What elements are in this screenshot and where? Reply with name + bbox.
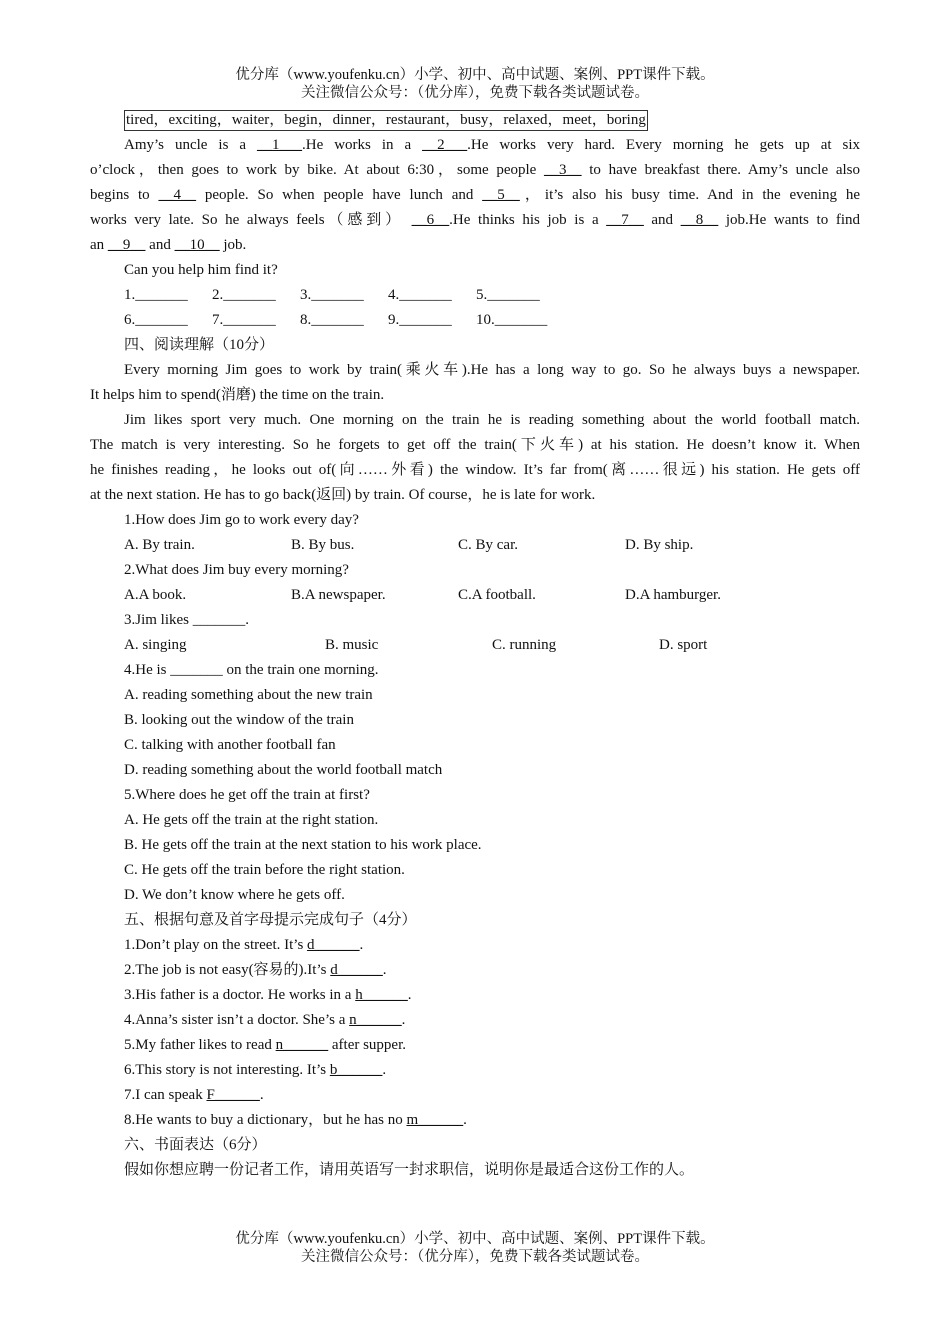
- answer-slot: 9._______: [388, 312, 452, 328]
- cloze-line-5: an __9__ and __10__ job.: [90, 237, 247, 253]
- passage-line: he finishes reading，he looks out of(向……外看) the window. It’s far from(离……很远) his station. He gets off: [90, 462, 860, 478]
- header-line-1: 优分库（www.youfenku.cn）小学、初中、高中试题、案例、PPT课件下载。: [235, 67, 715, 83]
- question-4: 4.He is _______ on the train one morning.: [124, 662, 379, 678]
- passage-line: It helps him to spend(消磨) the time on the train.: [90, 387, 385, 403]
- fill-blank: d______: [307, 937, 360, 953]
- question-1: 1.How does Jim go to work every day?: [124, 512, 359, 528]
- answer-slot: 7._______: [212, 312, 276, 328]
- option: A. He gets off the train at the right station.: [124, 812, 379, 828]
- answer-slot: 5._______: [476, 287, 540, 303]
- cloze-blank-2: __2___: [422, 137, 468, 153]
- cloze-line-1: Amy’s uncle is a __1___.He works in a __2___.He works very hard. Every morning he gets up at six: [124, 137, 861, 153]
- option: D. We don’t know where he gets off.: [124, 887, 345, 903]
- option: A. reading something about the new train: [124, 687, 373, 703]
- answer-slot: 10._______: [476, 312, 548, 328]
- option: D. By ship.: [625, 537, 694, 553]
- cloze-blank-1: __1___: [257, 137, 303, 153]
- question-1-options: [90, 533, 860, 558]
- cloze-blank-6: __6__: [411, 212, 450, 228]
- fill-blank: b______: [329, 1062, 383, 1078]
- fill-blank: d______: [330, 962, 383, 978]
- section-6-title: 六、书面表达（6分）: [124, 1137, 267, 1153]
- option: C.A football.: [458, 587, 536, 603]
- passage-line: Every morning Jim goes to work by train(乘火车).He has a long way to go. So he always buys a newspaper.: [124, 362, 860, 378]
- cloze-blank-3: __3__: [544, 162, 582, 178]
- footer-line-2: 关注微信公众号：（优分库），免费下载各类试题试卷。: [301, 1249, 649, 1265]
- option: C. By car.: [458, 537, 518, 553]
- question-2: 2.What does Jim buy every morning?: [124, 562, 349, 578]
- option: A. By train.: [124, 537, 195, 553]
- writing-prompt: 假如你想应聘一份记者工作，请用英语写一封求职信，说明你是最适合这份工作的人。: [124, 1162, 695, 1178]
- sentence-item: 1.Don’t play on the street. It’s d______.: [124, 937, 364, 953]
- footer-line-1: 优分库（www.youfenku.cn）小学、初中、高中试题、案例、PPT课件下载。: [235, 1231, 715, 1247]
- cloze-line-4: works very late. So he always feels（感到） __6__.He thinks his job is a __7__ and __8__ job.He wants to find: [90, 212, 861, 228]
- option: D. reading something about the world football match: [124, 762, 443, 778]
- passage-line: at the next station. He has to go back(返回) by train. Of course，he is late for work.: [90, 487, 596, 503]
- option: C. He gets off the train before the right station.: [124, 862, 405, 878]
- page-footer: [0, 1230, 950, 1266]
- answer-slot: 3._______: [300, 287, 364, 303]
- answer-slot: 4._______: [388, 287, 452, 303]
- option: B. He gets off the train at the next station to his work place.: [124, 837, 482, 853]
- cloze-line-2: o’clock，then goes to work by bike. At about 6:30，some people __3__ to have breakfast there. Amy’s uncle also: [90, 162, 860, 178]
- fill-blank: m______: [406, 1112, 464, 1128]
- option: B.A newspaper.: [291, 587, 386, 603]
- sentence-item: 2.The job is not easy(容易的).It’s d______.: [124, 962, 387, 978]
- fill-blank: n______: [275, 1037, 329, 1053]
- cloze-line-3: begins to __4__ people. So when people have lunch and __5__，it’s also his busy time. And in the evening he: [90, 187, 860, 203]
- fill-blank: F______: [206, 1087, 260, 1103]
- question-5: 5.Where does he get off the train at first?: [124, 787, 370, 803]
- word-bank-box: tired，exciting，waiter，begin，dinner，restaurant，busy，relaxed，meet，boring: [124, 110, 648, 131]
- answer-slot: 1._______: [124, 287, 188, 303]
- option: C. running: [492, 637, 557, 653]
- answer-row-2: [90, 308, 860, 333]
- cloze-blank-10: __10__: [174, 237, 220, 253]
- sentence-item: 6.This story is not interesting. It’s b______.: [124, 1062, 387, 1078]
- question-3: 3.Jim likes _______.: [124, 612, 250, 628]
- cloze-blank-9: __9__: [107, 237, 146, 253]
- sentence-item: 8.He wants to buy a dictionary，but he has no m______.: [124, 1112, 467, 1128]
- option: A.A book.: [124, 587, 187, 603]
- sentence-item: 3.His father is a doctor. He works in a h______.: [124, 987, 412, 1003]
- sentence-item: 5.My father likes to read n______ after supper.: [124, 1037, 407, 1053]
- answer-row-1: [90, 283, 860, 308]
- option: D.A hamburger.: [625, 587, 721, 603]
- cloze-blank-5: __5__: [482, 187, 520, 203]
- cloze-blank-8: __8__: [680, 212, 719, 228]
- cloze-blank-4: __4__: [158, 187, 197, 203]
- question-2-options: [90, 583, 860, 608]
- answer-slot: 6._______: [124, 312, 188, 328]
- option: B. music: [325, 637, 379, 653]
- passage-line: The match is very interesting. So he forgets to get off the train(下火车) at his station. He doesn’t know it. When: [90, 437, 860, 453]
- option: A. singing: [124, 637, 187, 653]
- answer-slot: 8._______: [300, 312, 364, 328]
- passage-line: Jim likes sport very much. One morning on the train he is reading something about the world football match.: [124, 412, 860, 428]
- section-5-title: 五、根据句意及首字母提示完成句子（4分）: [124, 912, 417, 928]
- section-4-title: 四、阅读理解（10分）: [124, 337, 275, 353]
- page-header: [0, 66, 950, 102]
- option: B. looking out the window of the train: [124, 712, 354, 728]
- header-line-2: 关注微信公众号：（优分库），免费下载各类试题试卷。: [301, 85, 649, 101]
- option: C. talking with another football fan: [124, 737, 336, 753]
- cloze-question: Can you help him find it?: [124, 262, 278, 278]
- fill-blank: h______: [355, 987, 408, 1003]
- sentence-item: 4.Anna’s sister isn’t a doctor. She’s a n______.: [124, 1012, 406, 1028]
- worksheet-body: [90, 108, 860, 1183]
- option: D. sport: [659, 637, 708, 653]
- fill-blank: n______: [349, 1012, 402, 1028]
- answer-slot: 2._______: [212, 287, 276, 303]
- question-3-options: [90, 633, 860, 658]
- sentence-item: 7.I can speak F______.: [124, 1087, 264, 1103]
- option: B. By bus.: [291, 537, 355, 553]
- cloze-blank-7: __7__: [606, 212, 644, 228]
